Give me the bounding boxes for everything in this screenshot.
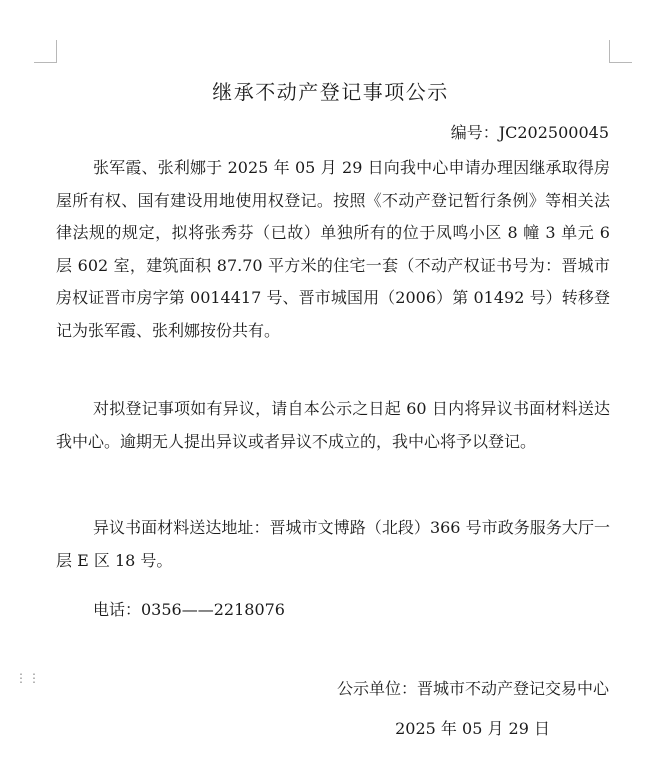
- paragraph-main: 张军霞、张利娜于 2025 年 05 月 29 日向我中心申请办理因继承取得房屋所有权、国有建设用地使用权登记。按照《不动产登记暂行条例》等相关法律法规的规定，拟将张秀芬（已故）单独所有的位于凤鸣小区 8 幢 3 单元 6 层 602 室，建筑面积 87.70 平方米的住宅一套（不动产权证书号为：晋城市房权证晋市房字第 0014417 号、晋市城国用（2006）第 01492 号）转移登记为张军霞、张利娜按份共有。: [56, 158, 610, 340]
- paragraph-objection: 对拟登记事项如有异议，请自本公示之日起 60 日内将异议书面材料送达我中心。逾期无人提出异议或者异议不成立的，我中心将予以登记。: [56, 399, 610, 451]
- signature-unit: 公示单位：晋城市不动产登记交易中心: [336, 679, 609, 698]
- paragraph-address: 异议书面材料送达地址：晋城市文博路（北段）366 号市政务服务大厅一层 E 区 18 号。: [56, 518, 610, 570]
- page-corner-mark-top-left: [34, 40, 57, 63]
- page-corner-mark-top-right: [609, 40, 632, 63]
- document-title: 继承不动产登记事项公示: [212, 80, 449, 104]
- document-number: 编号：JC202500045: [450, 123, 609, 142]
- signature-date: 2025 年 05 月 29 日: [395, 719, 550, 738]
- drag-handle-icon[interactable]: ⋮⋮: [15, 671, 41, 685]
- paragraph-phone: 电话：0356——2218076: [93, 600, 285, 619]
